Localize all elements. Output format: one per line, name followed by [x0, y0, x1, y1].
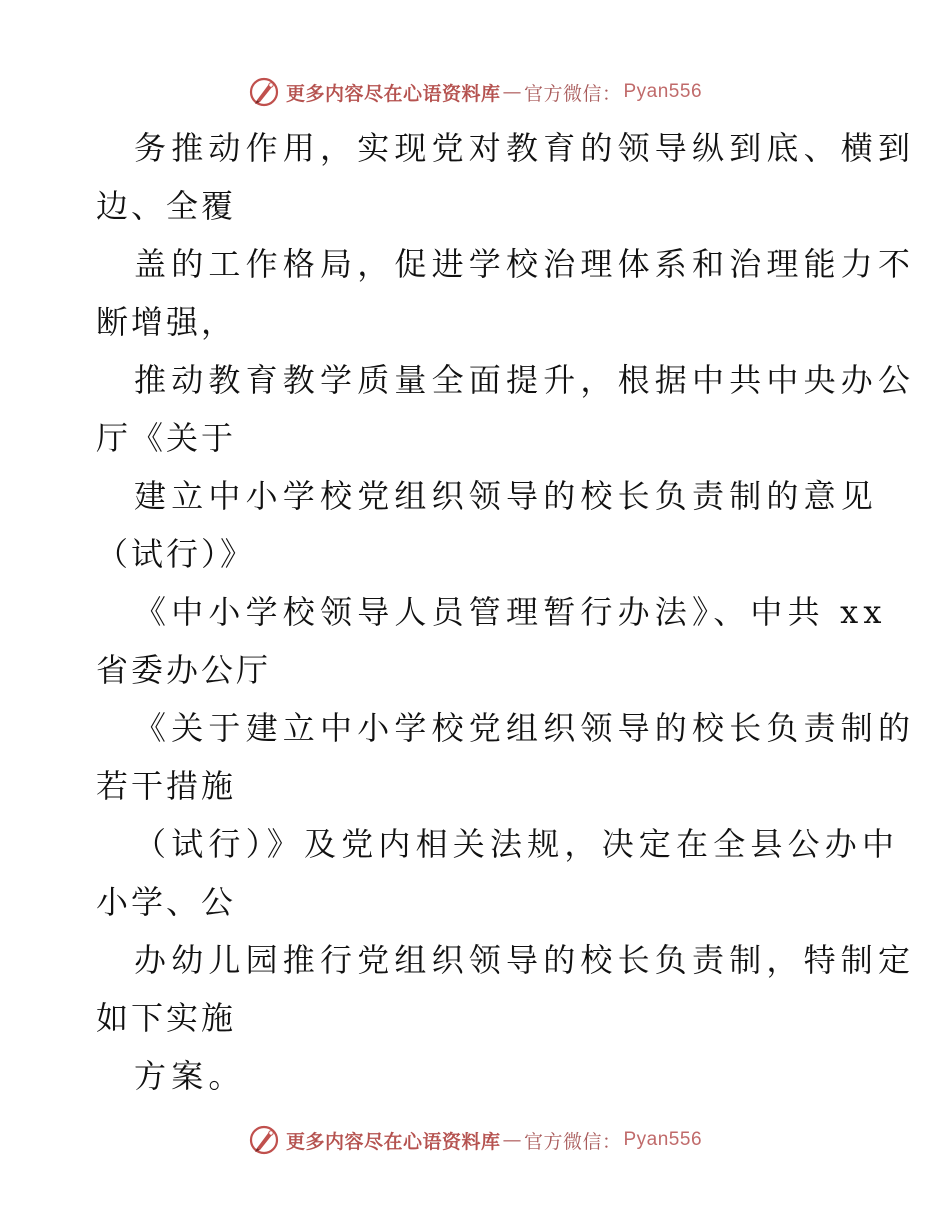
- text-line: 省委办公厅: [96, 651, 272, 689]
- quill-pen-logo-icon: [248, 76, 280, 108]
- text-line: （试行）》: [96, 535, 256, 573]
- text-line: 办幼儿园推行党组织领导的校长负责制，特制定: [134, 941, 916, 979]
- banner-account: Pyan556: [623, 81, 703, 102]
- banner-wechat-label: 官方微信：: [523, 82, 622, 105]
- banner-site-name: 更多内容尽在心语资料库: [285, 82, 501, 105]
- text-line: 盖的工作格局，促进学校治理体系和治理能力不: [134, 245, 916, 283]
- text-line: 《关于建立中小学校党组织领导的校长负责制的: [134, 709, 916, 747]
- text-line: 方案。: [134, 1057, 246, 1095]
- text-line: 如下实施: [96, 999, 237, 1037]
- text-line: 《中小学校领导人员管理暂行办法》、中共 xx: [134, 593, 887, 631]
- quill-pen-logo-icon: [248, 1124, 280, 1156]
- text-line: （试行）》及党内相关法规，决定在全县公办中: [134, 825, 900, 863]
- text-line: 若干措施: [96, 767, 237, 805]
- text-line: 断增强，: [96, 303, 237, 341]
- text-line: 小学、公: [96, 883, 237, 921]
- banner-dash: —: [502, 1129, 522, 1151]
- text-line: 厅《关于: [96, 419, 237, 457]
- text-line: 建立中小学校党组织领导的校长负责制的意见: [134, 477, 879, 515]
- banner-account: Pyan556: [623, 1129, 703, 1150]
- text-line: 推动教育教学质量全面提升，根据中共中央办公: [134, 361, 916, 399]
- banner-dash: —: [502, 81, 522, 103]
- text-line: 务推动作用，实现党对教育的领导纵到底、横到: [134, 129, 916, 167]
- text-line: 边、全覆: [96, 187, 237, 225]
- banner-site-name: 更多内容尽在心语资料库: [285, 1130, 501, 1153]
- header-watermark-banner: [0, 72, 950, 112]
- footer-watermark-banner: [0, 1120, 950, 1160]
- banner-wechat-label: 官方微信：: [523, 1130, 622, 1153]
